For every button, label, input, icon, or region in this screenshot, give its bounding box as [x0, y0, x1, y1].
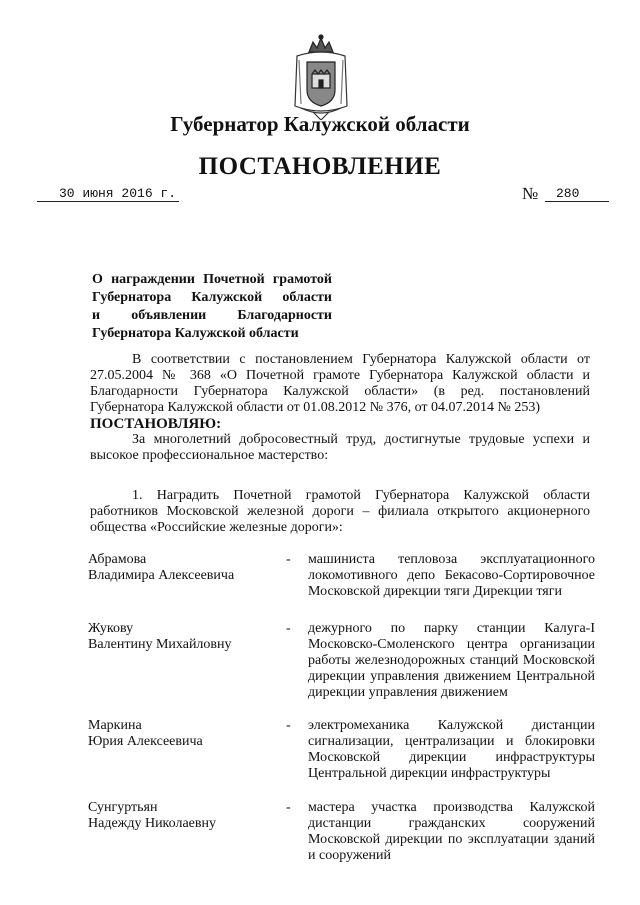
awardee-role: машиниста тепловоза эксплуатационного локомотивного депо Бекасово-Сортировочное Московской дирекции тяги Дирекции тяги: [308, 552, 595, 599]
number-label: №: [522, 184, 539, 203]
subject-line: Губернатора Калужской области: [92, 290, 332, 305]
award-paragraph: 1. Наградить Почетной грамотой Губернатора Калужской области работников Московской железной дороги – филиала открытого акционерного общества «Российские железные дороги»:: [90, 488, 590, 535]
awardee-dash: -: [286, 552, 291, 567]
awardee-dash: -: [286, 800, 291, 815]
subject-line: Губернатора Калужской области: [92, 326, 299, 341]
awardee-dash: -: [286, 621, 291, 636]
decree-word: ПОСТАНОВЛЯЮ:: [90, 416, 222, 432]
awardee-dash: -: [286, 718, 291, 733]
awardee-role: мастера участка производства Калужской дистанции гражданских сооружений Московской дирекции по эксплуатации зданий и сооружений: [308, 800, 595, 863]
coat-of-arms-emblem: [291, 34, 351, 120]
awardee-name: Абрамова Владимира Алексеевича: [88, 552, 235, 583]
awardee-role: дежурного по парку станции Калуга-I Московско-Смоленского центра организации работы железнодорожных станций Московской дирекции управления движением Центральной дирекции управления движением: [308, 621, 595, 700]
preamble-paragraph: В соответствии с постановлением Губернатора Калужской области от 27.05.2004 № 368 «О Почетной грамоте Губернатора Калужской области и Благодарности Губернатора Калужской области» (в ред. постановлений Губернатора Калужской области от 01.08.2012 № 376, от 04.07.2014 № 253): [90, 352, 590, 415]
document-type: ПОСТАНОВЛЕНИЕ: [198, 153, 442, 180]
subject-line: и объявлении Благодарности: [92, 308, 332, 323]
reason-paragraph: За многолетний добросовестный труд, достигнутые трудовые успехи и высокое профессиональное мастерство:: [90, 432, 590, 463]
awardee-name: Сунгуртьян Надежду Николаевну: [88, 800, 216, 831]
subject-line: О награждении Почетной грамотой: [92, 272, 332, 287]
document-subject: [92, 271, 332, 343]
awardee-name: Маркина Юрия Алексеевича: [88, 718, 203, 749]
awardee-role: электромеханика Калужской дистанции сигнализации, централизации и блокировки Московской дирекции инфраструктуры Центральной дирекции инфраструктуры: [308, 718, 595, 781]
issuing-authority: Губернатор Калужской области: [170, 112, 470, 136]
document-date: 30 июня 2016 г.: [37, 186, 179, 202]
awardee-name: Жукову Валентину Михайловну: [88, 621, 232, 652]
document-number: 280: [545, 186, 609, 202]
